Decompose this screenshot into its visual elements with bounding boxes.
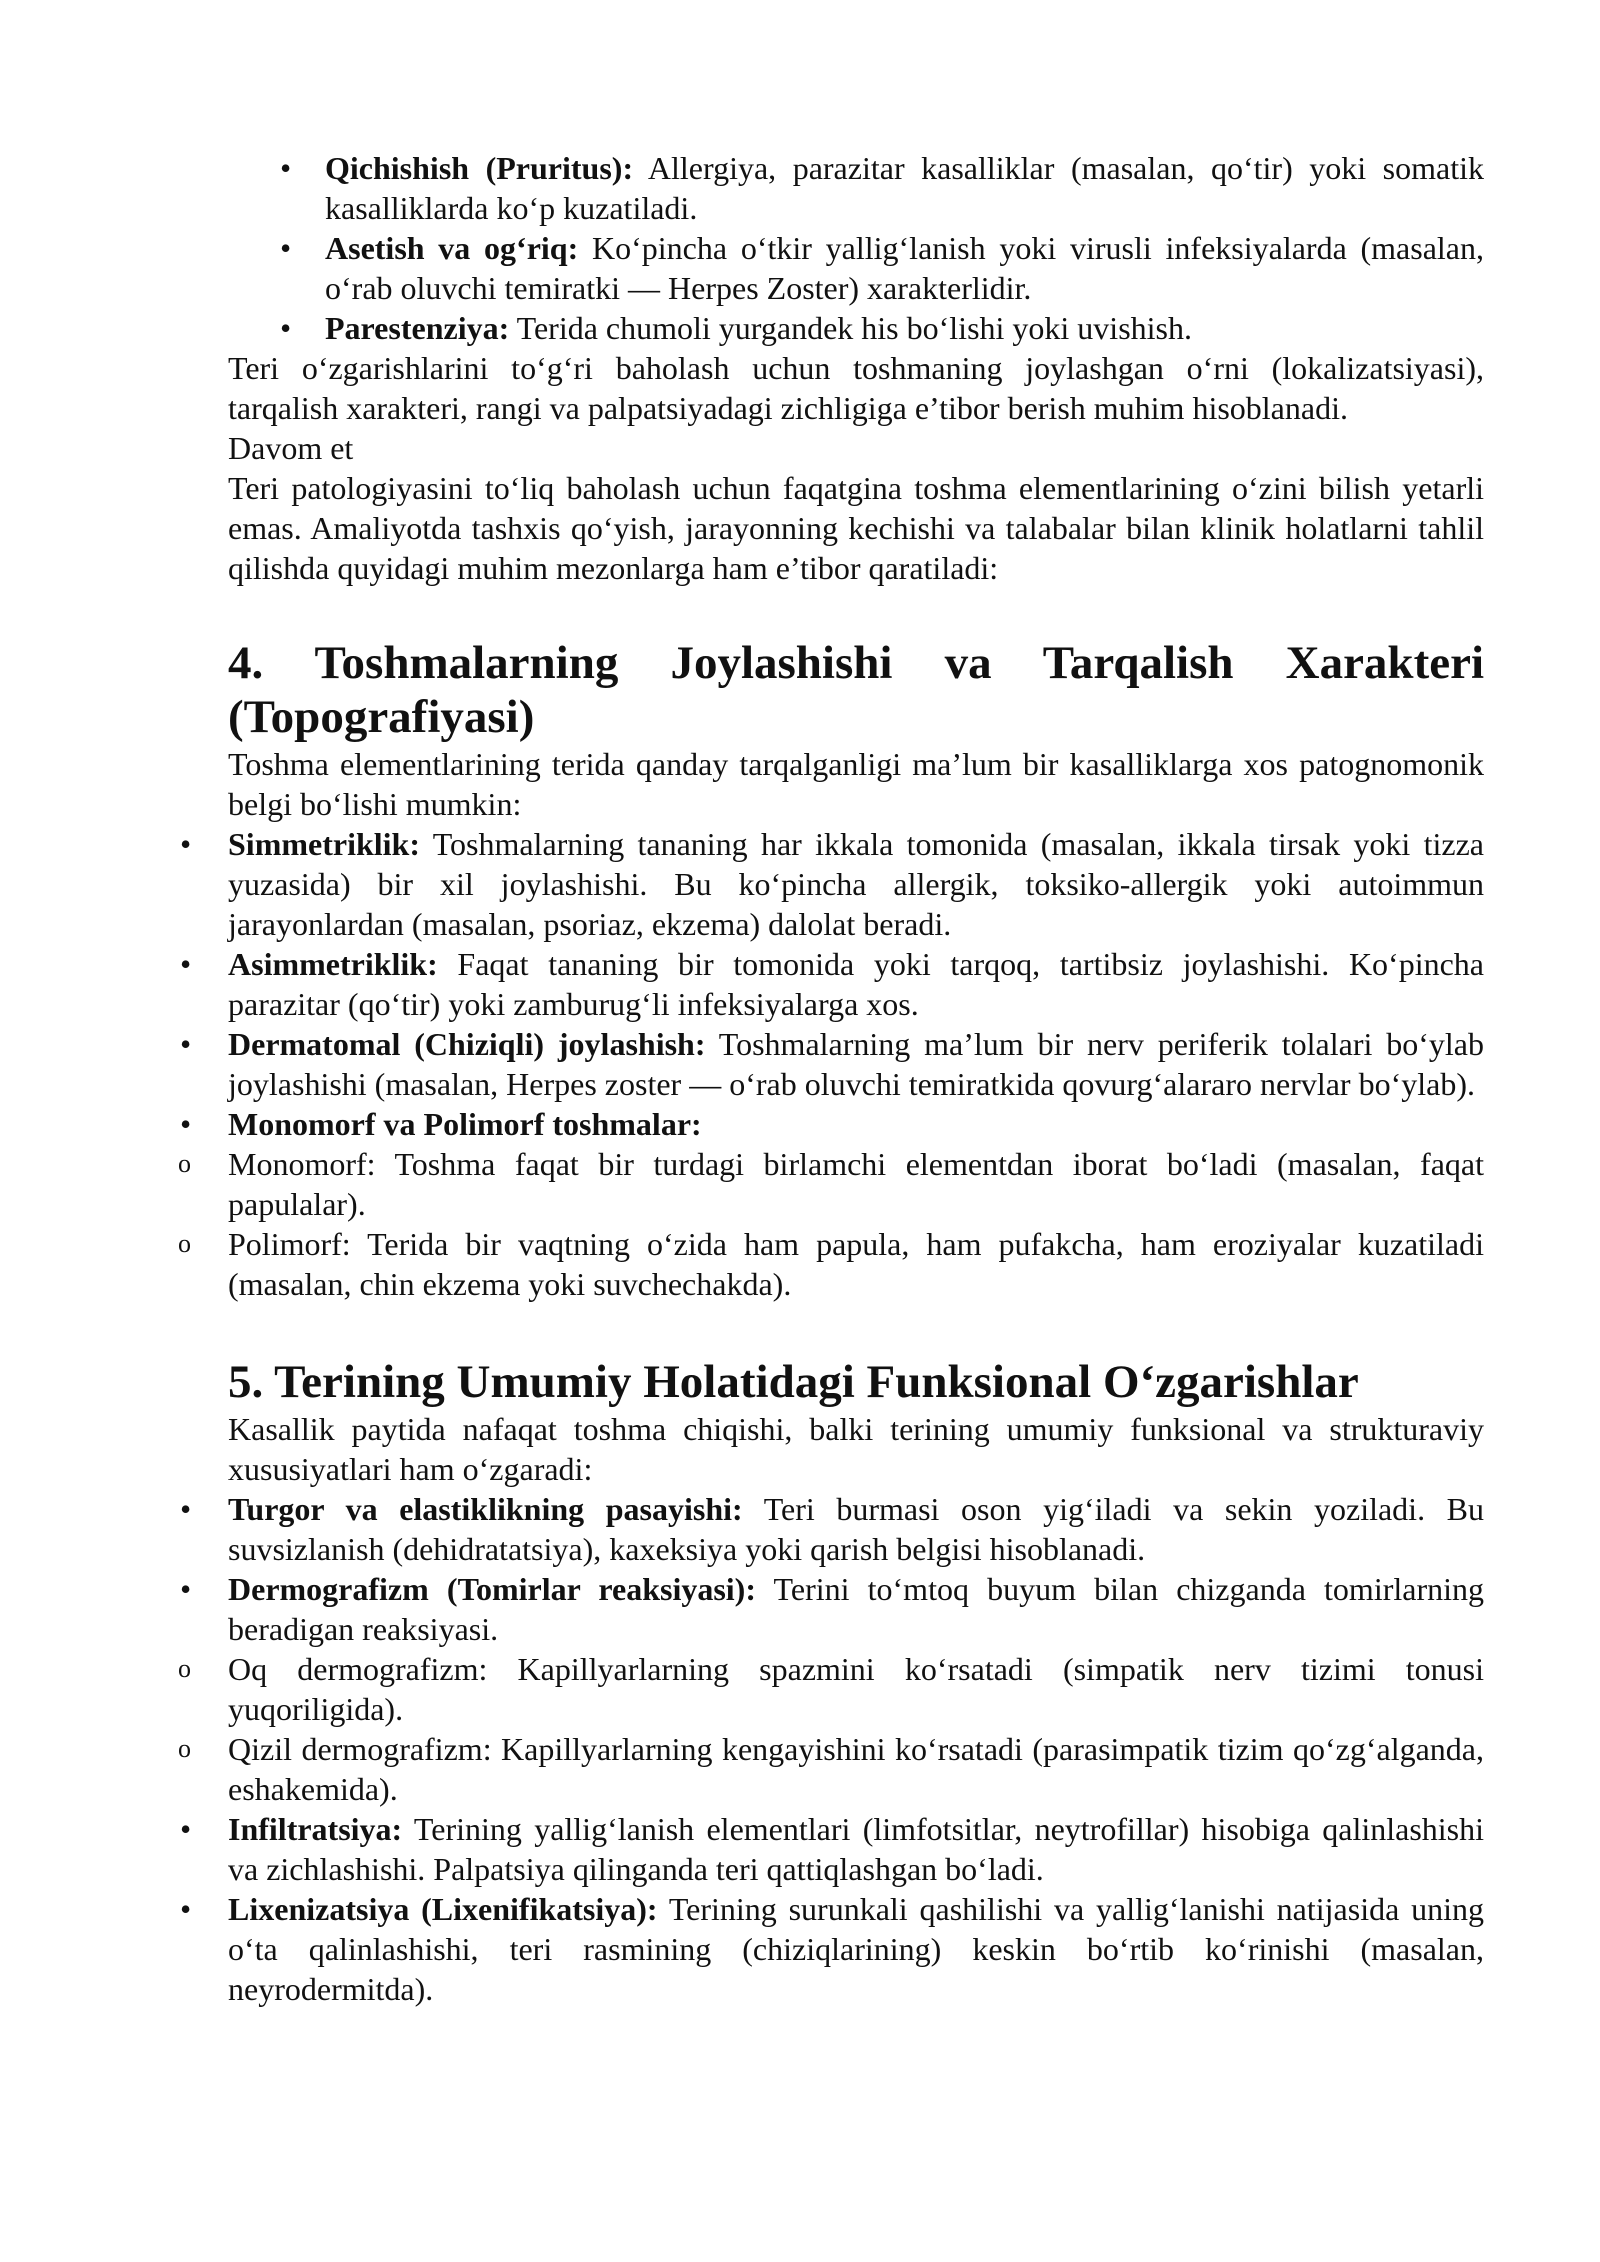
section-4-intro: Toshma elementlarining terida qanday tarqalganligi ma’lum bir kasalliklarga xos patognomonik belgi bo‘lishi mumkin: [228,746,1484,822]
list-item [228,228,1484,308]
list-item [180,1489,1485,1569]
section-4-list [178,824,1485,1304]
sub-list-item [178,1729,1484,1809]
section-5-intro: Kasallik paytida nafaqat toshma chiqishi, balki terining umumiy funksional va strukturaviy xususiyatlari ham o‘zgaradi: [228,1411,1484,1487]
document-page [178,148,1485,2009]
item-term: Asetish va og‘riq: [325,230,579,266]
bullet-icon: • [180,1811,192,1847]
section-5-heading: 5. Terining Umumiy Holatidagi Funksional O‘zgarishlar [228,1356,1359,1408]
list-item [180,1809,1484,1889]
item-term: Asimmetriklik: [228,946,438,982]
item-term: Qichishish (Pruritus): [325,150,634,186]
bullet-icon: • [280,230,292,266]
list-item [228,308,1484,348]
item-text: Monomorf: Toshma faqat bir turdagi birlamchi elementdan iborat bo‘ladi (masalan, faqat papulalar). [228,1146,1484,1222]
item-term: Monomorf va Polimorf toshmalar: [228,1106,702,1142]
list-item [180,1889,1485,2009]
list-item [180,1104,1484,1144]
bullet-icon: • [180,826,192,862]
bullet-icon: • [280,310,292,346]
item-term: Simmetriklik: [228,826,420,862]
item-text: Toshmalarning tananing har ikkala tomonida (masalan, ikkala tirsak yoki tizza yuzasida) bir xil joylashishi. Bu ko‘pincha allergik, toksiko-allergik yoki autoimmun jarayonlardan (masalan, psoriaz, ekzema) dalolat beradi. [228,826,1484,942]
circle-bullet-icon: o [178,1149,191,1178]
item-text: Faqat tananing bir tomonida yoki tarqoq, tartibsiz joylashishi. Ko‘pincha parazitar (qo‘tir) yoki zamburug‘li infeksiyalarga xos. [228,946,1484,1022]
list-item [180,944,1484,1024]
list-item [180,1024,1485,1104]
item-text: Polimorf: Terida bir vaqtning o‘zida ham papula, ham pufakcha, ham eroziyalar kuzatiladi (masalan, chin ekzema yoki suvchechakda). [228,1226,1484,1302]
item-term: Parestenziya: [325,310,510,346]
circle-bullet-icon: o [178,1734,191,1763]
bullet-icon: • [280,150,292,186]
list-item [228,148,1484,228]
bullet-icon: • [180,1026,192,1062]
bullet-icon: • [180,946,192,982]
item-text: Terini to‘mtoq buyum bilan chizganda tomirlarning beradigan reaksiyasi. [228,1571,1485,1647]
section-4-heading: 4. Toshmalarning Joylashishi va Tarqalish Xarakteri (Topografiyasi) [228,637,1484,743]
sub-list-item [178,1224,1484,1304]
assessment-paragraph: Teri o‘zgarishlarini to‘g‘ri baholash uchun toshmaning joylashgan o‘rni (lokalizatsiyasi), tarqalish xarakteri, rangi va palpatsiyadagi zichligiga e’tibor berish muhim hisoblanadi. [228,350,1484,426]
item-text: Terida chumoli yurgandek his bo‘lishi yoki uvishish. [509,310,1192,346]
item-text: Teri burmasi oson yig‘iladi va sekin yoziladi. Bu suvsizlanish (dehidratatsiya), kaxeksiya yoki qarish belgisi hisoblanadi. [228,1491,1485,1567]
sub-list-item [178,1649,1484,1729]
item-term: Lixenizatsiya (Lixenifikatsiya): [228,1891,658,1927]
section-5-list [178,1489,1485,2009]
item-term: Dermografizm (Tomirlar reaksiyasi): [228,1571,756,1607]
sub-list-item [178,1144,1484,1224]
item-term: Turgor va elastiklikning pasayishi: [228,1491,743,1527]
item-text: Terining yallig‘lanish elementlari (limfotsitlar, neytrofillar) hisobiga qalinlashishi va zichlashishi. Palpatsiya qilinganda teri qattiqlashgan bo‘ladi. [228,1811,1484,1887]
item-text: Oq dermografizm: Kapillyarlarning spazmini ko‘rsatadi (simpatik nerv tizimi tonusi yuqoriligida). [228,1651,1484,1727]
item-text: Ko‘pincha o‘tkir yallig‘lanish yoki virusli infeksiyalarda (masalan, o‘rab oluvchi temiratki — Herpes Zoster) xarakterlidir. [325,230,1485,306]
item-text: Toshmalarning ma’lum bir nerv periferik tolalari bo‘ylab joylashishi (masalan, Herpes zoster — o‘rab oluvchi temiratkida qovurg‘alararo nervlar bo‘ylab). [228,1026,1485,1102]
continue-text: Davom et [228,430,354,466]
bullet-icon: • [180,1891,192,1927]
item-term: Dermatomal (Chiziqli) joylashish: [228,1026,706,1062]
circle-bullet-icon: o [178,1229,191,1258]
item-text: Allergiya, parazitar kasalliklar (masalan, qo‘tir) yoki somatik kasalliklarda ko‘p kuzatiladi. [325,150,1485,226]
list-item [180,1569,1485,1649]
item-text: Qizil dermografizm: Kapillyarlarning kengayishini ko‘rsatadi (parasimpatik tizim qo‘zg‘alganda, eshakemida). [228,1731,1484,1807]
item-text: Terining surunkali qashilishi va yallig‘lanishi natijasida uning o‘ta qalinlashishi, teri rasmining (chiziqlarining) keskin bo‘rtib ko‘rinishi (masalan, neyrodermitda). [228,1891,1485,2007]
intro-paragraph: Teri patologiyasini to‘liq baholash uchun faqatgina toshma elementlarining o‘zini bilish yetarli emas. Amaliyotda tashxis qo‘yish, jarayonning kechishi va talabalar bilan klinik holatlarni tahlil qilishda quyidagi muhim mezonlarga ham e’tibor qaratiladi: [228,470,1484,586]
bullet-icon: • [180,1106,192,1142]
symptom-list [228,148,1484,348]
bullet-icon: • [180,1571,192,1607]
list-item [180,824,1484,944]
item-term: Infiltratsiya: [228,1811,403,1847]
circle-bullet-icon: o [178,1654,191,1683]
bullet-icon: • [180,1491,192,1527]
